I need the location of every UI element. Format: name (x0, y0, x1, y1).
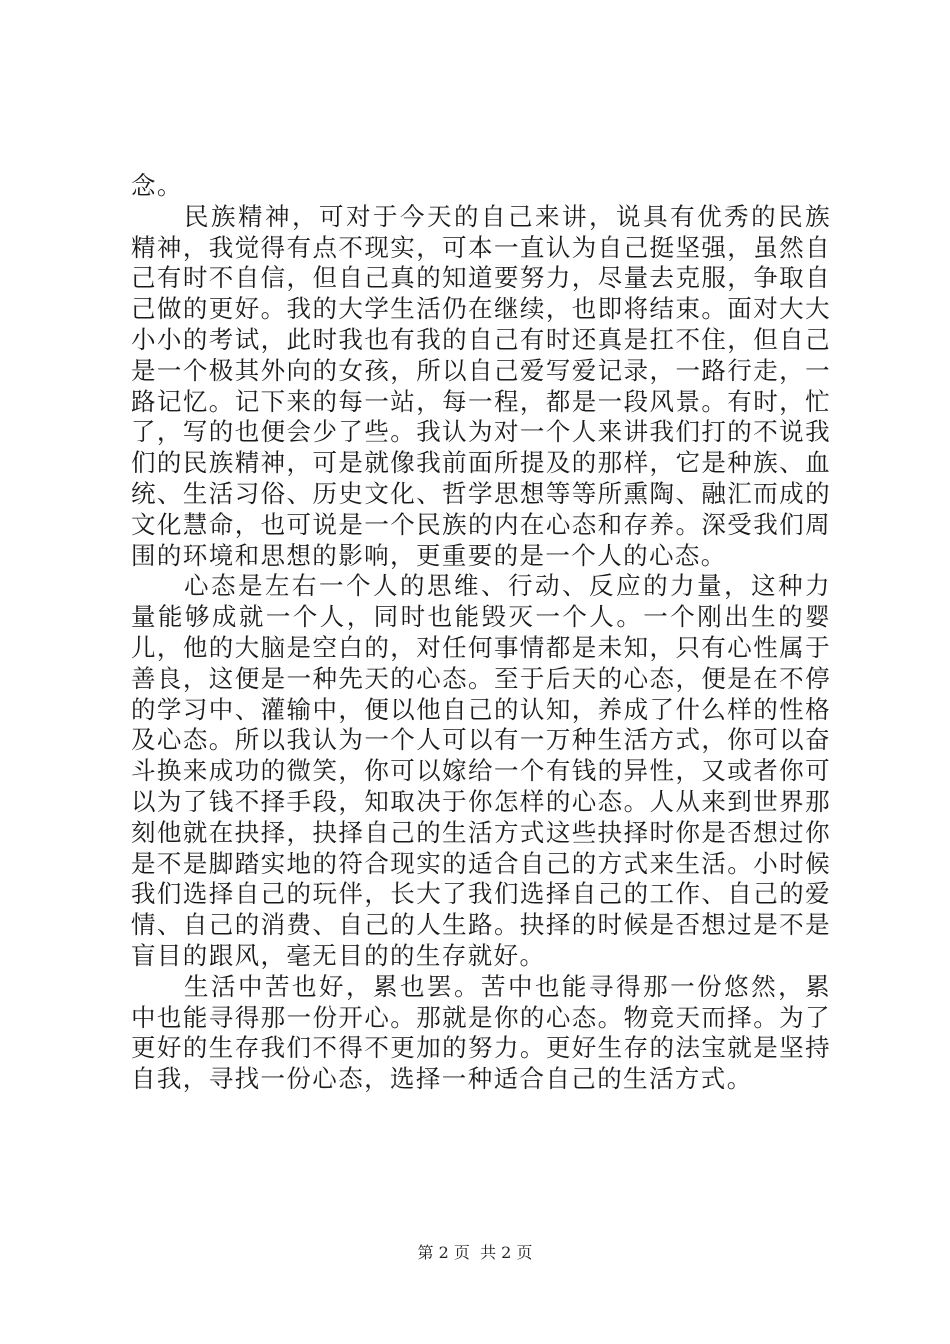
page-footer (0, 1243, 950, 1263)
page-number: 第 2 页 (417, 1243, 470, 1262)
paragraph-mindset: 心态是左右一个人的思维、行动、反应的力量，这种力量能够成就一个人，同时也能毁灭一个人。一个刚出生的婴儿，他的大脑是空白的，对任何事情都是未知，只有心性属于善良，这便是一种先天的心态。至于后天的心态，便是在不停的学习中、灌输中，便以他自己的认知，养成了什么样的性格及心态。所以我认为一个人可以有一万种生活方式，你可以奋斗换来成功的微笑，你可以嫁给一个有钱的异性，又或者你可以为了钱不择手段，知取决于你怎样的心态。人从来到世界那刻他就在抉择，抉择自己的生活方式这些抉择时你是否想过你是不是脚踏实地的符合现实的适合自己的方式来生活。小时候我们选择自己的玩伴，长大了我们选择自己的工作、自己的爱情、自己的消费、自己的人生路。抉择的时候是否想过是不是盲目的跟风，毫无目的的生存就好。 (131, 571, 831, 970)
page-total: 共 2 页 (480, 1243, 533, 1262)
paragraph-life-attitude: 生活中苦也好，累也罢。苦中也能寻得那一份悠然，累中也能寻得那一份开心。那就是你的心态。物竞天而择。为了更好的生存我们不得不更加的努力。更好生存的法宝就是坚持自我，寻找一份心态，选择一种适合自己的生活方式。 (131, 971, 831, 1094)
paragraph-continuation: 念。 (131, 171, 183, 200)
paragraph-national-spirit: 民族精神，可对于今天的自己来讲，说具有优秀的民族精神，我觉得有点不现实，可本一直认为自己挺坚强，虽然自己有时不自信，但自己真的知道要努力，尽量去克服，争取自己做的更好。我的大学生活仍在继续，也即将结束。面对大大小小的考试，此时我也有我的自己有时还真是扛不住，但自己是一个极其外向的女孩，所以自己爱写爱记录，一路行走，一路记忆。记下来的每一站，每一程，都是一段风景。有时，忙了，写的也便会少了些。我认为对一个人来讲我们打的不说我们的民族精神，可是就像我前面所提及的那样，它是种族、血统、生活习俗、历史文化、哲学思想等等所熏陶、融汇而成的文化慧命，也可说是一个民族的内在心态和存养。深受我们周围的环境和思想的影响，更重要的是一个人的心态。 (131, 201, 831, 570)
document-body (131, 171, 831, 1095)
